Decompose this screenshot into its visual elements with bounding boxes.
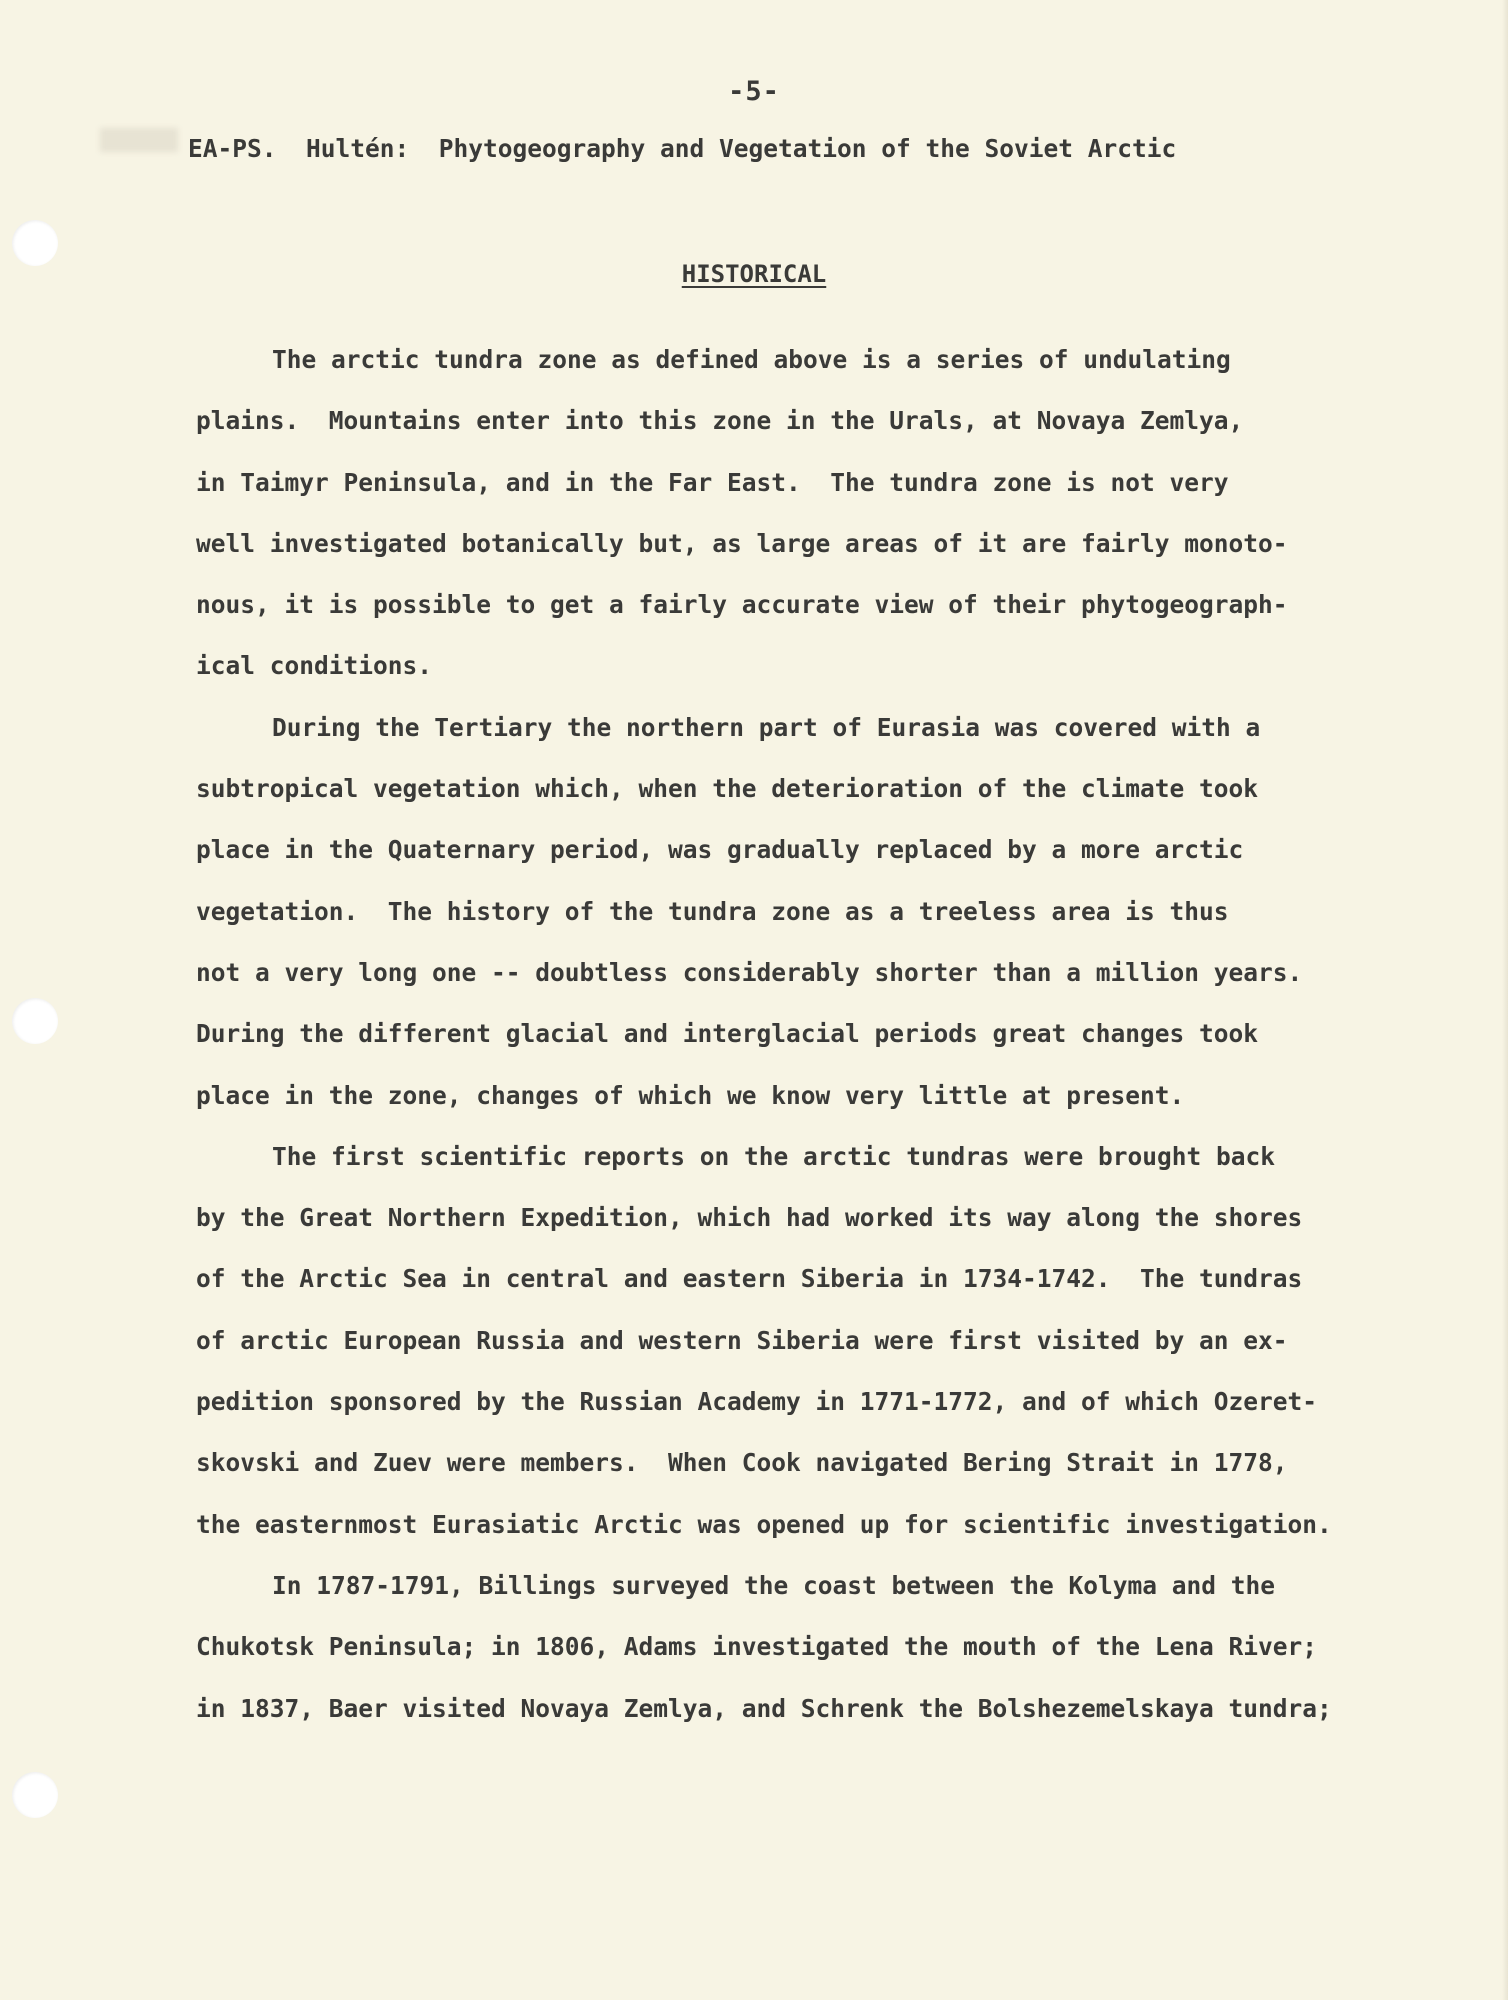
paper-stain	[100, 128, 178, 152]
running-header: EA-PS. Hultén: Phytogeography and Vegetation of the Soviet Arctic	[188, 134, 1177, 163]
text-line: place in the zone, changes of which we know very little at present.	[196, 1080, 1185, 1110]
text-line: Chukotsk Peninsula; in 1806, Adams investigated the mouth of the Lena River;	[196, 1632, 1318, 1662]
text-line: vegetation. The history of the tundra zone as a treeless area is thus	[196, 896, 1229, 926]
text-line: nous, it is possible to get a fairly accurate view of their phytogeograph-	[196, 590, 1288, 620]
punch-hole	[12, 1772, 58, 1818]
punch-hole	[12, 998, 58, 1044]
text-line: skovski and Zuev were members. When Cook navigated Bering Strait in 1778,	[196, 1448, 1288, 1478]
text-line: subtropical vegetation which, when the deterioration of the climate took	[196, 774, 1259, 804]
text-line: ical conditions.	[196, 651, 433, 681]
text-line: During the Tertiary the northern part of Eurasia was covered with a	[272, 712, 1261, 742]
text-line: not a very long one -- doubtless considerably shorter than a million years.	[196, 957, 1303, 987]
text-line: The first scientific reports on the arctic tundras were brought back	[272, 1141, 1276, 1171]
body-text	[196, 345, 1396, 1755]
text-line: well investigated botanically but, as large areas of it are fairly monoto-	[196, 528, 1288, 558]
text-line: by the Great Northern Expedition, which had worked its way along the shores	[196, 1203, 1303, 1233]
text-line: of the Arctic Sea in central and eastern Siberia in 1734-1742. The tundras	[196, 1264, 1303, 1294]
text-line: in 1837, Baer visited Novaya Zemlya, and Schrenk the Bolshezemelskaya tundra;	[196, 1693, 1332, 1723]
section-heading: HISTORICAL	[681, 260, 827, 288]
text-line: In 1787-1791, Billings surveyed the coast between the Kolyma and the	[272, 1570, 1276, 1600]
page-edge	[1502, 0, 1508, 2000]
text-line: plains. Mountains enter into this zone in the Urals, at Novaya Zemlya,	[196, 406, 1244, 436]
page-number: -5-	[728, 76, 780, 107]
text-line: in Taimyr Peninsula, and in the Far East. The tundra zone is not very	[196, 467, 1229, 497]
text-line: the easternmost Eurasiatic Arctic was opened up for scientific investigation.	[196, 1509, 1332, 1539]
text-line: place in the Quaternary period, was gradually replaced by a more arctic	[196, 835, 1244, 865]
text-line: of arctic European Russia and western Siberia were first visited by an ex-	[196, 1325, 1288, 1355]
text-line: pedition sponsored by the Russian Academy in 1771-1772, and of which Ozeret-	[196, 1387, 1318, 1417]
text-line: The arctic tundra zone as defined above is a series of undulating	[272, 345, 1231, 374]
text-line: During the different glacial and interglacial periods great changes took	[196, 1019, 1259, 1049]
